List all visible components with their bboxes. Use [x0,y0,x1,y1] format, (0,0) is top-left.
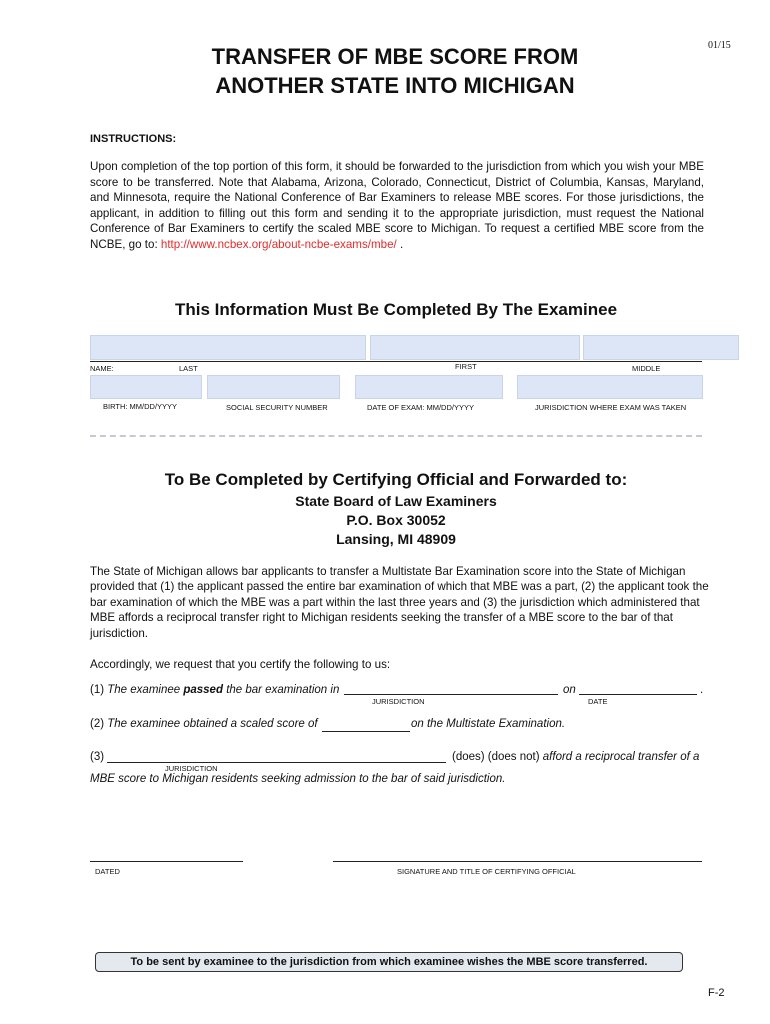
item-3-number: (3) [90,751,105,763]
item-3-jurisdiction-label: JURISDICTION [165,764,218,773]
mailing-address [0,492,770,549]
name-label: NAME: [90,364,114,373]
last-label: LAST [179,364,198,373]
item-1-period: . [700,684,704,696]
item-1-date-label: DATE [588,697,608,706]
request-paragraph: Accordingly, we request that you certify the following to us: [90,658,391,671]
instructions-body [90,159,704,253]
instructions-end: . [396,237,404,251]
certifying-section-heading: To Be Completed by Certifying Official and Forwarded to: [164,470,628,489]
ncbe-link[interactable]: http://www.ncbex.org/about-ncbe-exams/mbe/ [160,237,397,251]
item-1 [90,684,339,696]
ssn-label: SOCIAL SECURITY NUMBER [226,403,328,412]
examinee-section-heading: This Information Must Be Completed By The Examinee [174,300,618,319]
middle-label: MIDDLE [632,364,661,373]
first-label: FIRST [455,362,477,371]
exam-date-label: DATE OF EXAM: MM/DD/YYYY [367,403,474,412]
page-number: F-2 [708,987,725,999]
name-underline [90,361,702,362]
title-line-1: TRANSFER OF MBE SCORE FROM [211,44,579,69]
signature-label: SIGNATURE AND TITLE OF CERTIFYING OFFICIAL [397,867,576,876]
dated-line[interactable] [90,861,243,862]
item-1-jurisdiction-line[interactable] [344,694,558,695]
item-2-number: (2) [90,718,105,730]
item-1-passed: passed [183,684,223,696]
address-box: P.O. Box 30052 [346,512,446,528]
birth-date-field[interactable] [90,375,202,399]
ssn-field[interactable] [207,375,340,399]
item-1-date-line[interactable] [579,694,697,695]
jurisdiction-label: JURISDICTION WHERE EXAM WAS TAKEN [535,403,687,412]
address-city: Lansing, MI 48909 [336,531,456,547]
form-title [0,42,770,100]
item-1-jurisdiction-label: JURISDICTION [372,697,425,706]
item-3-text-a: afford a reciprocal transfer of a [542,751,700,763]
item-1-number: (1) [90,684,105,696]
item-1-on: on [563,684,576,696]
middle-name-field[interactable] [583,335,739,360]
instructions-text: Upon completion of the top portion of this form, it should be forwarded to the jurisdiction from which you wish your MBE score to be transferred. Note that Alabama, Arizona, Colorado, Connecticut, District of Columbia, Kansas, Maryland, and Minnesota, require the National Conference of Bar Examiners to release MBE scores. For those jurisdictions, the applicant, in addition to filling out this form and sending it to the appropriate jurisdiction, must request the National Conference of Bar Examiners to certify the scaled MBE score to Michigan. To request a certified MBE score from the NCBE, go to: [90,160,704,251]
item-1-text-a: The examinee [107,684,181,696]
first-name-field[interactable] [370,335,580,360]
item-3-does: (does) (does not) [452,751,540,763]
cut-line [90,435,702,437]
dated-label: DATED [95,867,120,876]
item-2-text-a: The examinee obtained a scaled score of [107,718,318,730]
birth-label: BIRTH: MM/DD/YYYY [103,402,178,411]
item-2 [90,718,318,730]
title-line-2: ANOTHER STATE INTO MICHIGAN [215,73,575,98]
routing-note-box [95,952,683,972]
instructions-heading: INSTRUCTIONS: [90,133,177,145]
item-3-line-2: MBE score to Michigan residents seeking admission to the bar of said jurisdiction. [90,773,506,785]
signature-line[interactable] [333,861,702,862]
jurisdiction-field[interactable] [517,375,703,399]
address-org: State Board of Law Examiners [295,493,497,509]
michigan-policy-paragraph: The State of Michigan allows bar applicants to transfer a Multistate Bar Examination score into the State of Michigan provided that (1) the applicant passed the entire bar examination of which that MBE was a part, (2) the applicant took the bar examination of which the MBE was a part within the last three years and (3) the jurisdiction which administered that MBE affords a reciprocal transfer right to Michigan residents seeking the transfer of a MBE score to the bar of that jurisdiction. [90,565,709,640]
item-2-text-b: on the Multistate Examination. [411,718,566,730]
last-name-field[interactable] [90,335,366,360]
exam-date-field[interactable] [355,375,503,399]
routing-note: To be sent by examinee to the jurisdiction from which examinee wishes the MBE score transferred. [130,956,648,968]
item-3-jurisdiction-line[interactable] [107,762,446,763]
item-1-text-b: the bar examination in [226,684,340,696]
revision-code: 01/15 [708,40,731,51]
item-2-score-line[interactable] [322,731,410,732]
item-3-text [452,751,699,763]
